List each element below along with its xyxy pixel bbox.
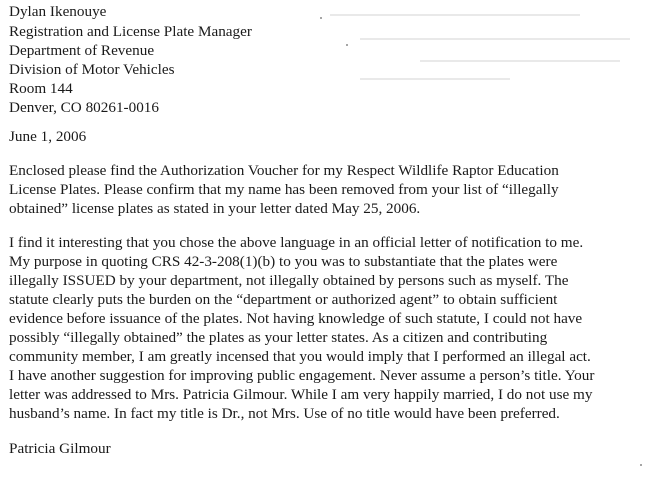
paragraph-line: letter was addressed to Mrs. Patricia Gilmour. While I am very happily married, I do not use my (9, 386, 593, 403)
paragraph-line: obtained” license plates as stated in your letter dated May 25, 2006. (9, 200, 421, 217)
bleed-through-mark (360, 78, 510, 80)
paragraph-line: License Plates. Please confirm that my name has been removed from your list of “illegally (9, 181, 559, 198)
paragraph-line: I have another suggestion for improving public engagement. Never assume a person’s title. Your (9, 367, 595, 384)
recipient-name: Dylan Ikenouye (9, 3, 107, 20)
bleed-through-mark (360, 38, 630, 40)
signature-name: Patricia Gilmour (9, 440, 111, 457)
recipient-room: Room 144 (9, 80, 73, 97)
paragraph-line: Enclosed please find the Authorization Voucher for my Respect Wildlife Raptor Education (9, 162, 559, 179)
paragraph-line: community member, I am greatly incensed that you would imply that I performed an illegal act. (9, 348, 591, 365)
paragraph-line: I find it interesting that you chose the above language in an official letter of notification to me. (9, 234, 584, 251)
bleed-through-mark (420, 60, 620, 62)
paragraph-line: evidence before issuance of the plates. Not having knowledge of such statute, I could not have (9, 310, 583, 327)
letter-date: June 1, 2006 (9, 128, 87, 145)
paragraph-line: statute clearly puts the burden on the “department or authorized agent” to obtain sufficient (9, 291, 558, 308)
recipient-title: Registration and License Plate Manager (9, 23, 252, 40)
paragraph-line: husband’s name. In fact my title is Dr., not Mrs. Use of no title would have been preferred. (9, 405, 560, 422)
recipient-department: Department of Revenue (9, 42, 155, 59)
bleed-through-mark (330, 14, 580, 16)
paragraph-line: My purpose in quoting CRS 42-3-208(1)(b) to you was to substantiate that the plates were (9, 253, 558, 270)
scan-speck (320, 17, 322, 19)
paragraph-line: possibly “illegally obtained” the plates as your letter states. As a citizen and contributing (9, 329, 548, 346)
paragraph-line: illegally ISSUED by your department, not illegally obtained by persons such as myself. The (9, 272, 569, 289)
recipient-city: Denver, CO 80261-0016 (9, 99, 159, 116)
scan-speck (640, 464, 642, 466)
recipient-division: Division of Motor Vehicles (9, 61, 175, 78)
scan-speck (346, 44, 348, 46)
